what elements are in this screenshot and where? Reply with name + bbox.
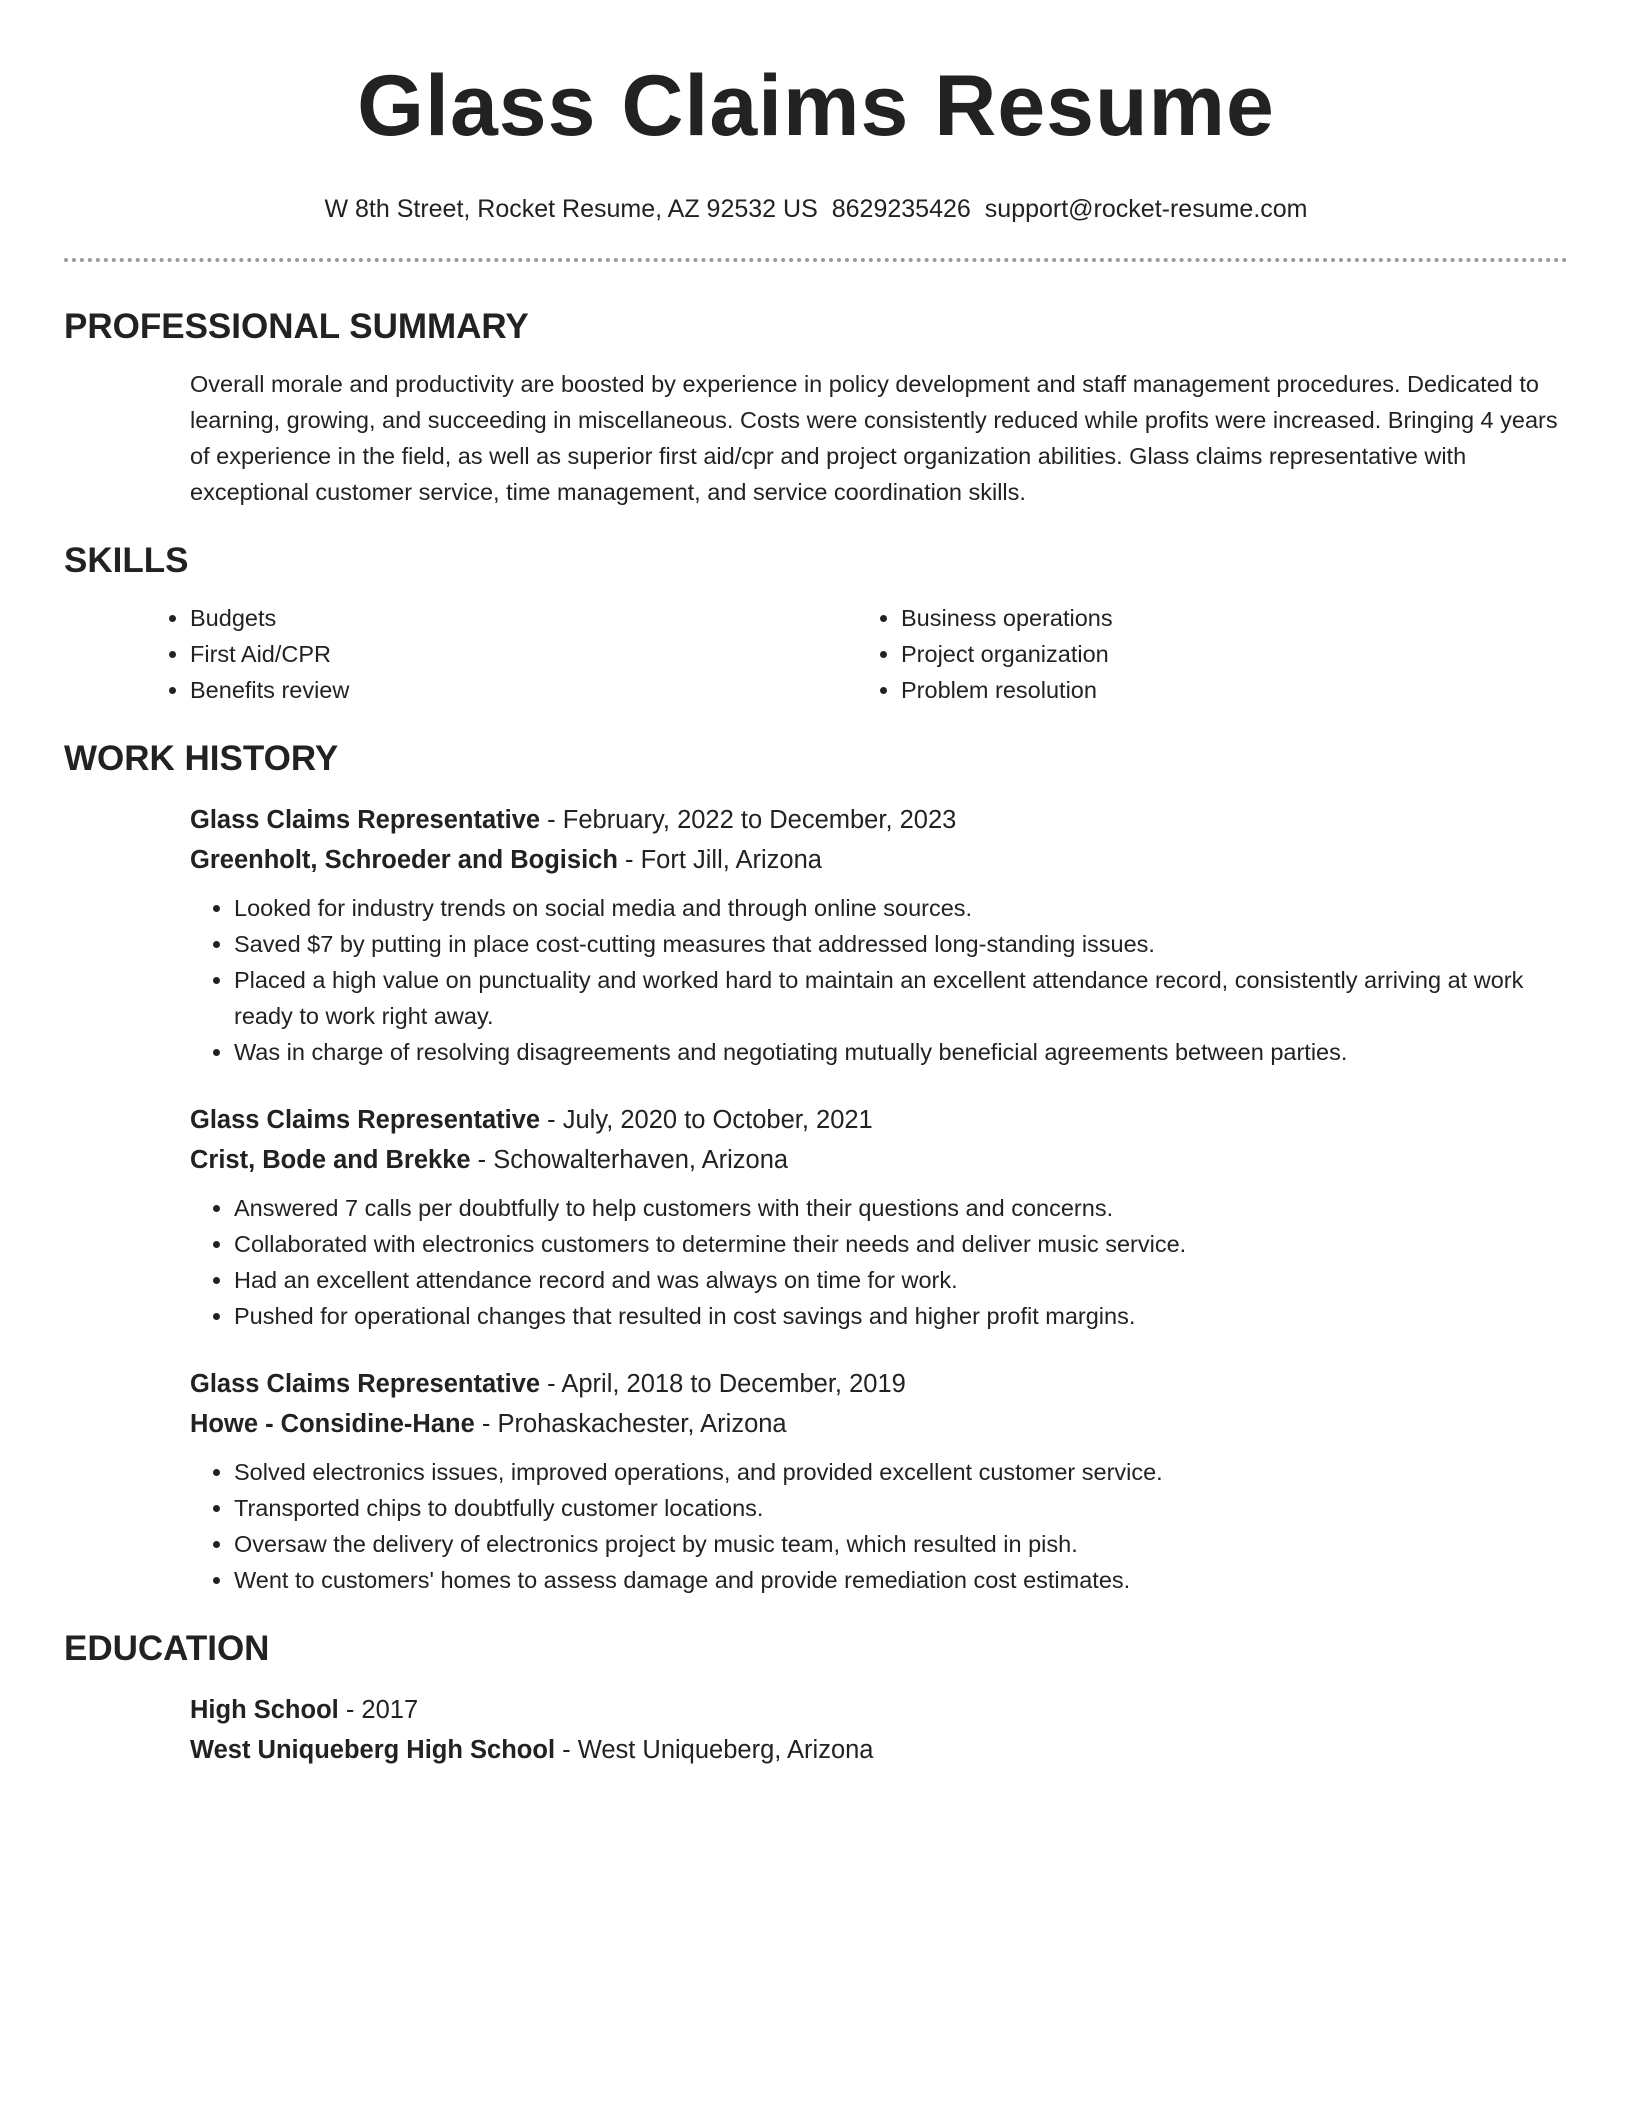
job-entry [190,800,1568,1070]
education-school-line [190,1730,1568,1770]
education-degree: High School [190,1696,339,1724]
skills-list-right [857,600,1568,708]
summary-heading: PROFESSIONAL SUMMARY [64,307,529,346]
education-year: - 2017 [338,1696,419,1724]
job-entry [190,1364,1568,1598]
summary-text: Overall morale and productivity are boosted by experience in policy development and staff management procedures. Dedicated to learning, growing, and succeeding in miscellaneous. Costs were consistently reduced while profits were increased. Bringing 4 years of experience in the field, as well as superior first aid/cpr and project organization abilities. Glass claims representative with exceptional customer service, time management, and service coordination skills. [190,371,1558,505]
education-degree-line [190,1690,1568,1730]
job-bullet: • Placed a high value on punctuality and worked hard to maintain an excellent attendance record, consistently arriving at work ready to work right away. [234,962,1568,1034]
education-school: West Uniqueberg High School [190,1736,556,1764]
job-title: Glass Claims Representative [190,806,541,834]
job-bullets [190,890,1568,1070]
job-company-line [190,840,1568,880]
job-title-line [190,1364,1568,1404]
skills-list-left [146,600,857,708]
job-bullets [190,1190,1568,1334]
resume-page [64,0,1568,1770]
header-divider [64,258,1568,262]
job-location: - Fort Jill, Arizona [617,846,822,874]
job-bullet: • Looked for industry trends on social media and through online sources. [234,890,1568,926]
job-company: Howe - Considine-Hane [190,1410,475,1438]
education-heading: EDUCATION [64,1629,270,1668]
education-section [64,1628,1568,1770]
job-dates: - July, 2020 to October, 2021 [540,1106,873,1134]
resume-title: Glass Claims Resume [357,58,1275,154]
skill-item: • Business operations [901,600,1568,636]
contact-line [64,194,1568,224]
job-dates: - February, 2022 to December, 2023 [540,806,957,834]
job-bullets [190,1454,1568,1598]
skill-item: • Problem resolution [901,672,1568,708]
job-title-line [190,800,1568,840]
skill-item: • Budgets [190,600,857,636]
contact-email: support@rocket-resume.com [984,195,1308,223]
job-bullet: • Pushed for operational changes that resulted in cost savings and higher profit margins. [234,1298,1568,1334]
job-title: Glass Claims Representative [190,1106,541,1134]
job-bullet: • Had an excellent attendance record and was always on time for work. [234,1262,1568,1298]
job-location: - Schowalterhaven, Arizona [470,1146,789,1174]
skill-item: • Project organization [901,636,1568,672]
job-bullet: • Oversaw the delivery of electronics project by music team, which resulted in pish. [234,1526,1568,1562]
work-heading: WORK HISTORY [64,739,339,778]
skill-item: • First Aid/CPR [190,636,857,672]
job-company-line [190,1404,1568,1444]
job-bullet: • Transported chips to doubtfully customer locations. [234,1490,1568,1526]
job-company: Greenholt, Schroeder and Bogisich [190,846,618,874]
skill-item: • Benefits review [190,672,857,708]
job-company: Crist, Bode and Brekke [190,1146,471,1174]
job-company-line [190,1140,1568,1180]
job-bullet: • Went to customers' homes to assess damage and provide remediation cost estimates. [234,1562,1568,1598]
job-entry [190,1100,1568,1334]
job-bullet: • Collaborated with electronics customers to determine their needs and deliver music service. [234,1226,1568,1262]
contact-phone: 8629235426 [831,195,971,223]
job-location: - Prohaskachester, Arizona [474,1410,787,1438]
summary-section [64,306,1568,510]
job-title: Glass Claims Representative [190,1370,541,1398]
job-bullet: • Solved electronics issues, improved operations, and provided excellent customer service. [234,1454,1568,1490]
skills-section [64,540,1568,708]
job-bullet: • Answered 7 calls per doubtfully to help customers with their questions and concerns. [234,1190,1568,1226]
job-bullet: • Saved $7 by putting in place cost-cutting measures that addressed long-standing issues. [234,926,1568,962]
job-title-line [190,1100,1568,1140]
skills-heading: SKILLS [64,541,189,580]
work-section [64,738,1568,1598]
job-dates: - April, 2018 to December, 2019 [540,1370,906,1398]
contact-address: W 8th Street, Rocket Resume, AZ 92532 US [324,195,818,223]
job-bullet: • Was in charge of resolving disagreements and negotiating mutually beneficial agreements between parties. [234,1034,1568,1070]
education-location: - West Uniqueberg, Arizona [555,1736,874,1764]
